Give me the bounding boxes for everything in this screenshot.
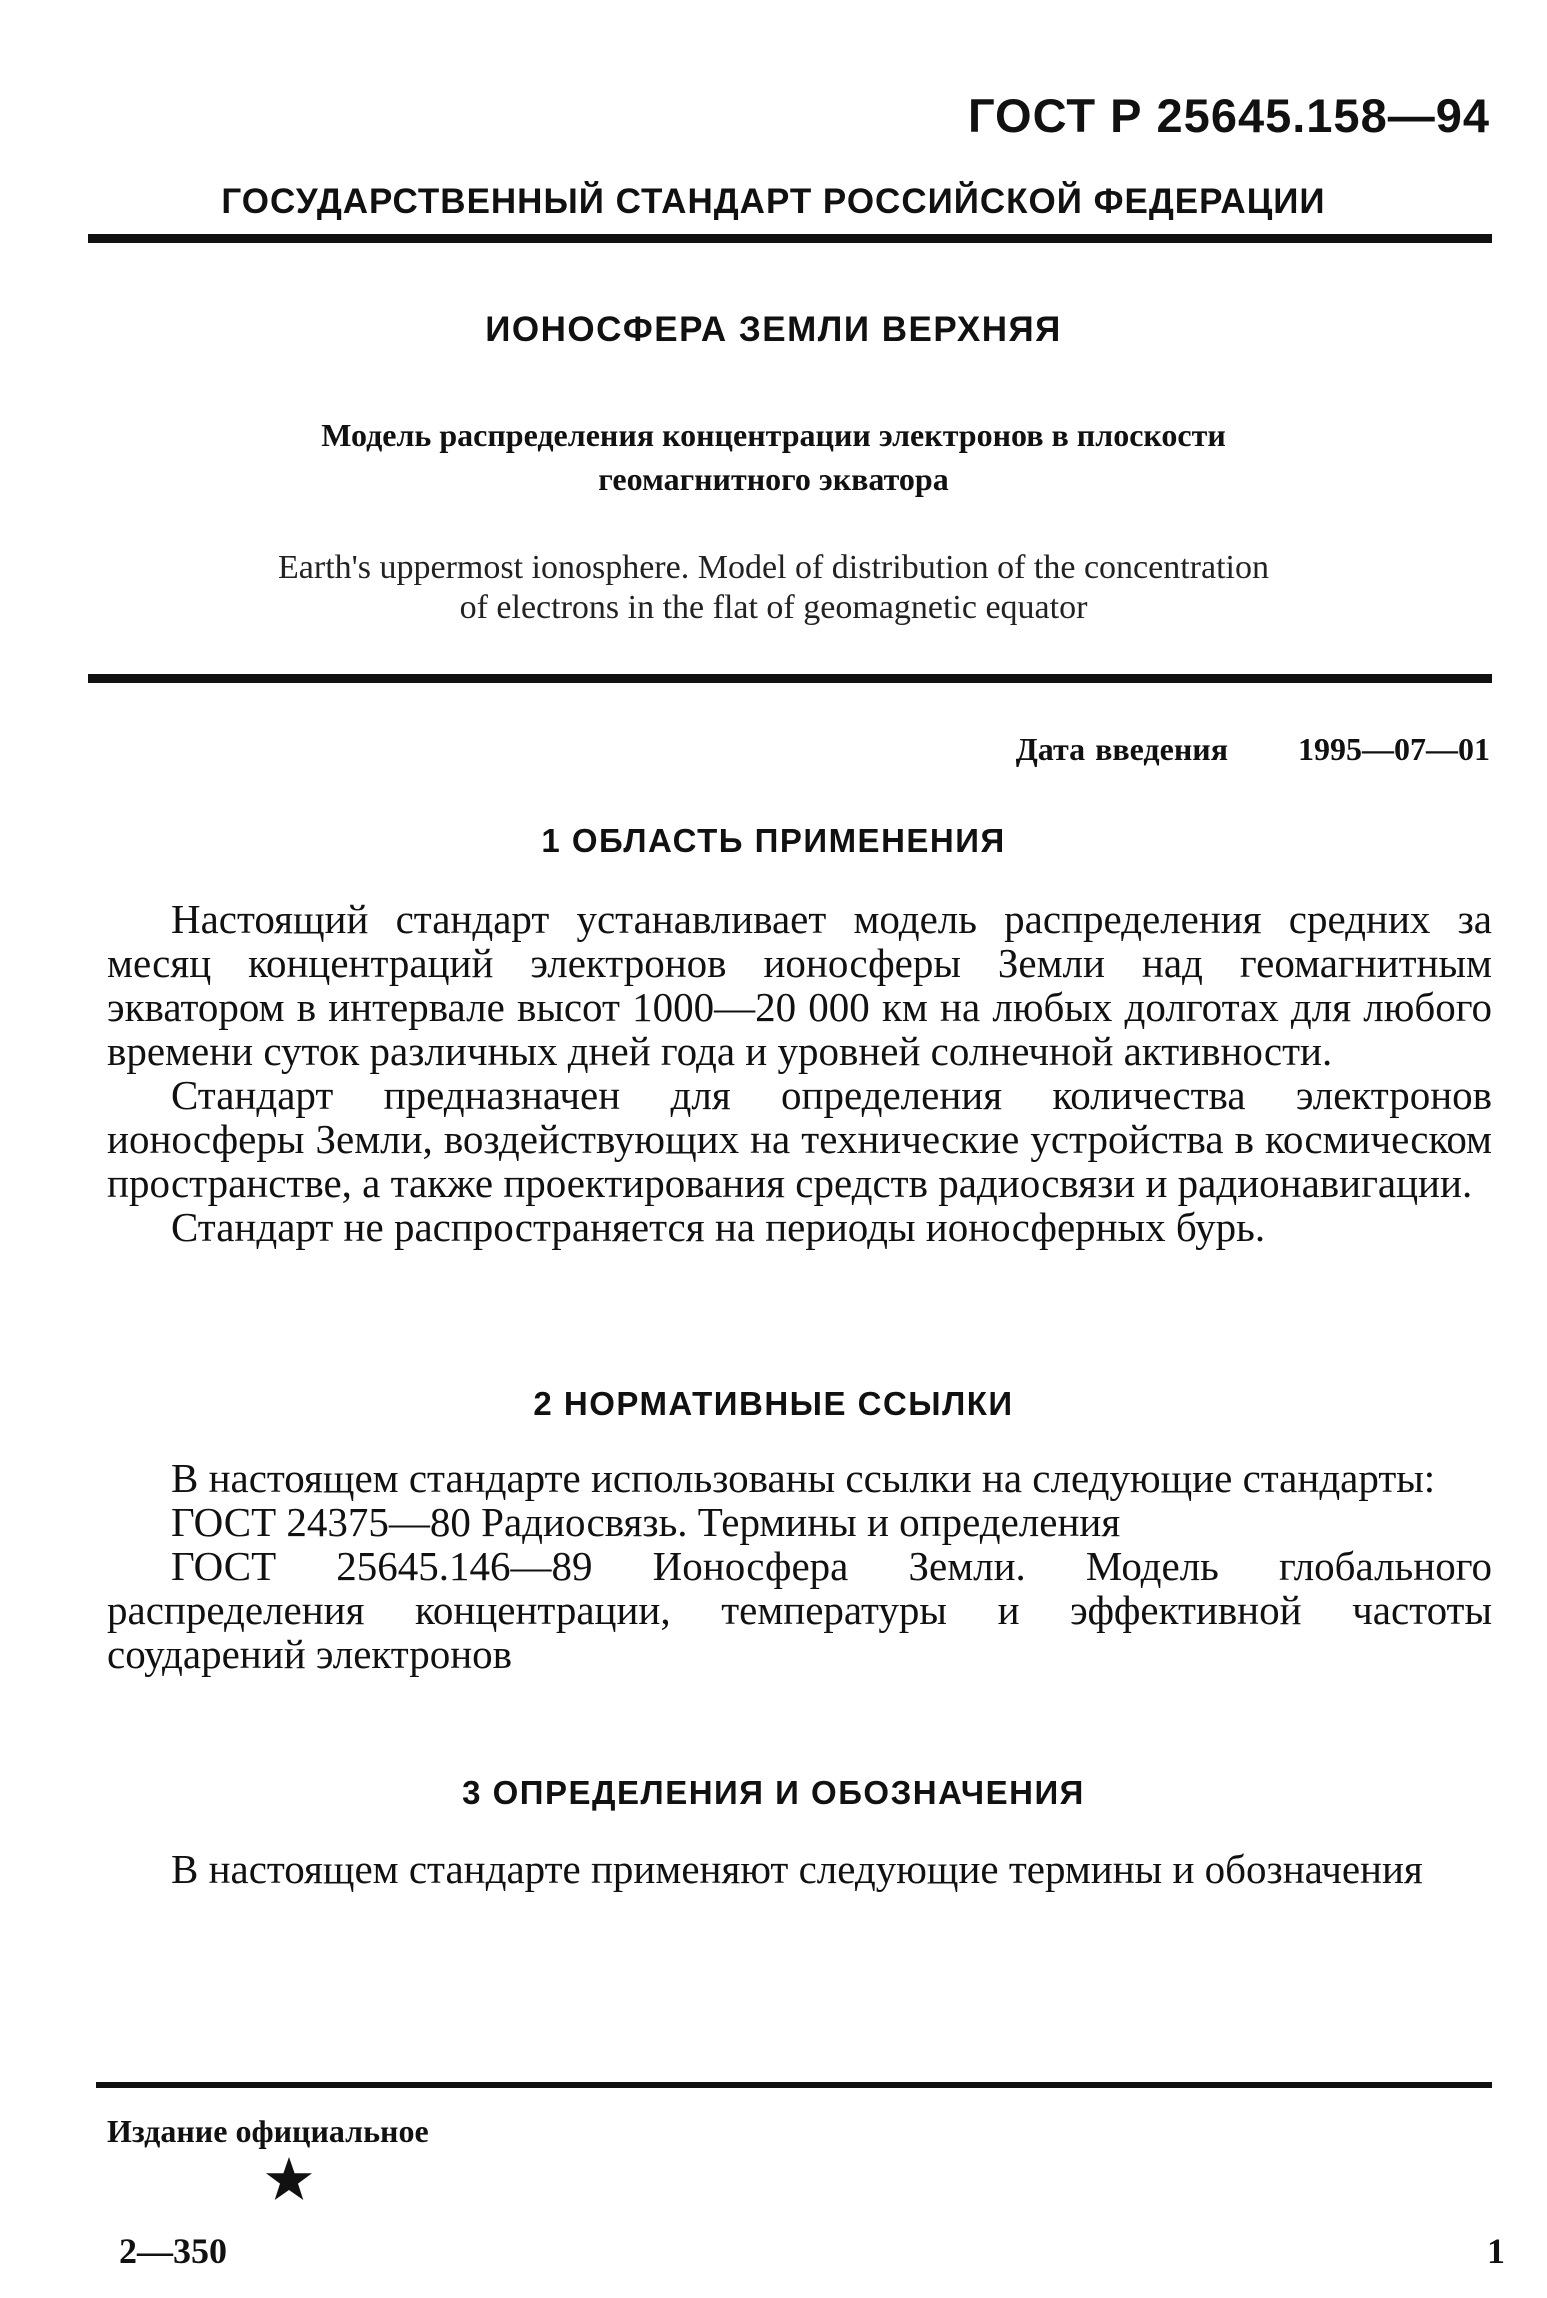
paragraph: В настоящем стандарте использованы ссылки на следующие стандарты:: [171, 1455, 1436, 1501]
state-standard-heading: ГОСУДАРСТВЕННЫЙ СТАНДАРТ РОССИЙСКОЙ ФЕДЕРАЦИИ: [221, 182, 1326, 221]
paragraph: Стандарт не распространяется на периоды ионосферных бурь.: [171, 1204, 1266, 1250]
footer-divider: [96, 2082, 1492, 2088]
subtitle: [0, 413, 1547, 501]
paragraph: В настоящем стандарте применяют следующие термины и обозначения: [171, 1846, 1423, 1892]
subtitle-line-2: геомагнитного экватора: [598, 461, 949, 497]
edition-label: Издание официальное: [107, 2113, 429, 2149]
page-number: 1: [1487, 2231, 1505, 2271]
section-body-references: [107, 1456, 1492, 1676]
section-body-definitions: [107, 1847, 1492, 1891]
title-divider: [88, 674, 1492, 683]
introduction-date-value: 1995—07—01: [1298, 731, 1490, 767]
english-title: [0, 548, 1547, 628]
reference-item: ГОСТ 24375—80 Радиосвязь. Термины и определения: [171, 1499, 1121, 1545]
order-number: 2—350: [119, 2231, 227, 2271]
paragraph: Настоящий стандарт устанавливает модель распределения средних за месяц концентраций электронов ионосферы Земли над геомагнитным экватором в интервале высот 1000—20 000 км на любых долготах для любого времени суток различных дней года и уровней солнечной активности.: [107, 896, 1492, 1074]
section-body-scope: [107, 897, 1492, 1249]
english-title-line-2: of electrons in the flat of geomagnetic equator: [459, 589, 1088, 626]
section-heading-definitions: 3 ОПРЕДЕЛЕНИЯ И ОБОЗНАЧЕНИЯ: [462, 1774, 1085, 1811]
english-title-line-1: Earth's uppermost ionosphere. Model of distribution of the concentration: [278, 549, 1269, 586]
introduction-date-label: Дата введения: [1015, 731, 1228, 767]
document-number: ГОСТ Р 25645.158—94: [968, 89, 1490, 142]
page-title: ИОНОСФЕРА ЗЕМЛИ ВЕРХНЯЯ: [485, 310, 1062, 349]
paragraph: Стандарт предназначен для определения количества электронов ионосферы Земли, воздействующих на технические устройства в космическом пространстве, а также проектирования средств радиосвязи и радионавигации.: [107, 1072, 1492, 1206]
section-heading-scope: 1 ОБЛАСТЬ ПРИМЕНЕНИЯ: [541, 822, 1006, 859]
reference-item: ГОСТ 25645.146—89 Ионосфера Земли. Модель глобального распределения концентрации, температуры и эффективной частоты соударений электронов: [107, 1543, 1492, 1677]
introduction-date: [1016, 731, 1490, 768]
section-heading-references: 2 НОРМАТИВНЫЕ ССЫЛКИ: [533, 1385, 1014, 1422]
subtitle-line-1: Модель распределения концентрации электронов в плоскости: [321, 417, 1226, 453]
header-divider: [88, 234, 1492, 243]
star-icon: [265, 2155, 313, 2203]
